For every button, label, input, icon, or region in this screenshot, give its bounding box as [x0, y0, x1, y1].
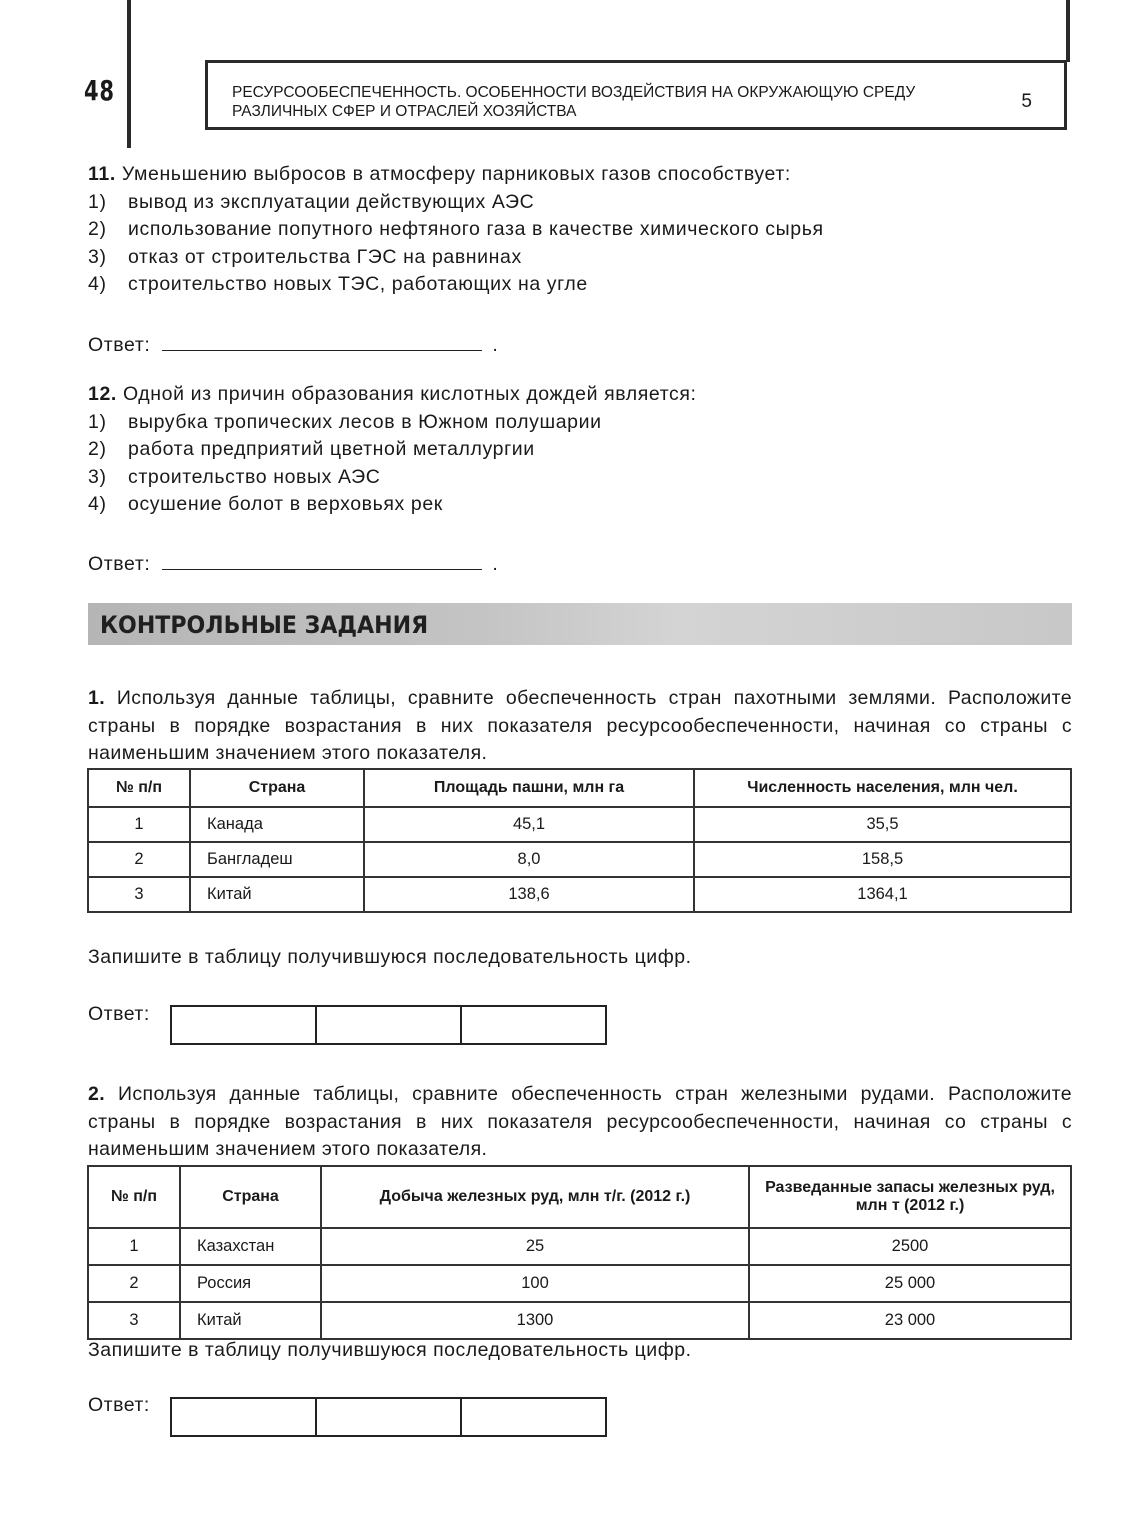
task-1-text	[88, 685, 1072, 768]
task-1-table	[87, 768, 1072, 913]
option-item: 1) вывод из эксплуатации действующих АЭС	[88, 190, 535, 213]
task-1-instruction: Запишите в таблицу получившуюся последовательность цифр.	[88, 946, 692, 968]
task-number: 2.	[88, 1083, 106, 1105]
answer-input-line[interactable]	[162, 330, 482, 351]
section-banner-title: КОНТРОЛЬНЫЕ ЗАДАНИЯ	[100, 611, 429, 639]
section-header-box	[205, 60, 1067, 130]
option-item: 3) отказ от строительства ГЭС на равнинах	[88, 245, 522, 268]
table-row: 1 Канада 45,1 35,5	[88, 807, 1071, 842]
answer-cell[interactable]	[317, 1007, 462, 1043]
table-row: 1 Казахстан 25 2500	[88, 1228, 1071, 1265]
table-header: Площадь пашни, млн га	[364, 769, 694, 807]
question-12	[88, 381, 697, 519]
task-description: Используя данные таблицы, сравните обеспеченность стран пахотными землями. Расположите страны в порядке возрастания в них показателя ресурсообеспеченности, начиная со страны с наименьшим значением этого показателя.	[88, 687, 1072, 764]
option-item: 3) строительство новых АЭС	[88, 465, 381, 488]
section-header-title: РЕСУРСООБЕСПЕЧЕННОСТЬ. ОСОБЕННОСТИ ВОЗДЕЙСТВИЯ НА ОКРУЖАЮЩУЮ СРЕДУ РАЗЛИЧНЫХ СФЕР И ОТРАСЛЕЙ ХОЗЯЙСТВА	[232, 84, 916, 120]
answer-label: Ответ:	[88, 553, 151, 575]
header-vertical-rule-right	[1066, 0, 1070, 62]
table-row: 3 Китай 1300 23 000	[88, 1302, 1071, 1339]
table-header: Страна	[180, 1166, 321, 1228]
task-description: Используя данные таблицы, сравните обеспеченность стран железными рудами. Расположите страны в порядке возрастания в них показателя ресурсообеспеченности, начиная со страны с наименьшим значением этого показателя.	[88, 1083, 1072, 1160]
header-vertical-rule-left	[127, 0, 131, 148]
answer-input-line[interactable]	[162, 549, 482, 570]
table-header: Страна	[190, 769, 364, 807]
section-header-number: 5	[1021, 91, 1032, 112]
task-number: 1.	[88, 687, 106, 709]
table-row: 2 Бангладеш 8,0 158,5	[88, 842, 1071, 877]
question-11	[88, 161, 824, 299]
answer-row-q12	[88, 549, 498, 576]
answer-cell[interactable]	[462, 1007, 605, 1043]
answer-dot: .	[492, 553, 499, 575]
answer-cell[interactable]	[462, 1399, 605, 1435]
task-2-instruction: Запишите в таблицу получившуюся последовательность цифр.	[88, 1339, 692, 1361]
option-item: 2) использование попутного нефтяного газа в качестве химического сырья	[88, 218, 824, 240]
option-item: 4) осушение болот в верховьях рек	[88, 493, 443, 515]
table-row: 3 Китай 138,6 1364,1	[88, 877, 1071, 912]
task-1-answer-grid	[170, 1005, 607, 1045]
section-banner	[88, 603, 1072, 645]
task-2-table	[87, 1165, 1072, 1340]
answer-label: Ответ:	[88, 1003, 150, 1025]
task-2-answer-grid	[170, 1397, 607, 1437]
table-header: № п/п	[88, 769, 190, 807]
answer-label: Ответ:	[88, 1394, 150, 1416]
question-number: 12.	[88, 383, 117, 405]
answer-label: Ответ:	[88, 334, 151, 356]
table-header: № п/п	[88, 1166, 180, 1228]
table-row: 2 Россия 100 25 000	[88, 1265, 1071, 1302]
table-header: Добыча железных руд, млн т/г. (2012 г.)	[321, 1166, 749, 1228]
question-number: 11.	[88, 163, 116, 185]
option-item: 2) работа предприятий цветной металлургии	[88, 438, 535, 460]
answer-cell[interactable]	[172, 1399, 317, 1435]
option-item: 1) вырубка тропических лесов в Южном полушарии	[88, 410, 602, 433]
answer-cell[interactable]	[317, 1399, 462, 1435]
task-2-text	[88, 1081, 1072, 1164]
table-header: Разведанные запасы железных руд, млн т (2012 г.)	[749, 1166, 1071, 1228]
table-header: Численность населения, млн чел.	[694, 769, 1071, 807]
option-item: 4) строительство новых ТЭС, работающих на угле	[88, 273, 588, 295]
answer-row-q11	[88, 330, 498, 357]
question-text: Одной из причин образования кислотных дождей является:	[122, 383, 697, 405]
page-number: 48	[84, 74, 115, 107]
answer-cell[interactable]	[172, 1007, 317, 1043]
question-text: Уменьшению выбросов в атмосферу парниковых газов способствует:	[121, 163, 791, 185]
answer-dot: .	[492, 334, 499, 356]
